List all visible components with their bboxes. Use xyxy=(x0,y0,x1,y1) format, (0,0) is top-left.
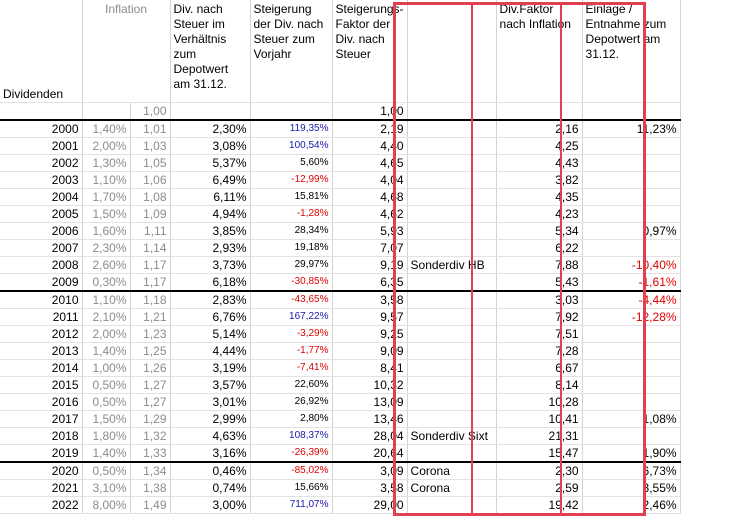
cell-inflation[interactable]: 1,00% xyxy=(82,360,130,377)
cell-inflation[interactable]: 1,50% xyxy=(82,206,130,223)
cell-blank[interactable] xyxy=(582,103,680,121)
header-einlage-label: Einlage / Entnahme zum Depotwert am 31.12. xyxy=(585,2,667,61)
cell-blank[interactable] xyxy=(82,103,130,121)
cell-inflation[interactable]: 1,70% xyxy=(82,189,130,206)
table-row xyxy=(0,377,680,394)
cell-year[interactable]: 2017 xyxy=(0,411,82,428)
cell-div-faktor[interactable]: 4,43 xyxy=(496,155,582,172)
cell-inflation-factor[interactable]: 1,01 xyxy=(130,120,170,138)
cell-year[interactable]: 2008 xyxy=(0,257,82,274)
cell-steigerung[interactable]: 108,37% xyxy=(250,428,332,445)
cell-div-steuer[interactable]: 3,00% xyxy=(170,497,250,514)
cell-div-steuer[interactable]: 4,44% xyxy=(170,343,250,360)
cell-year[interactable]: 2019 xyxy=(0,445,82,463)
cell-einlage[interactable]: -12,28% xyxy=(582,309,680,326)
table-row xyxy=(0,411,680,428)
cell-inflation[interactable]: 1,10% xyxy=(82,172,130,189)
cell-div-faktor[interactable]: 6,67 xyxy=(496,360,582,377)
cell-einlage[interactable]: -4,44% xyxy=(582,291,680,309)
table-row xyxy=(0,274,680,292)
cell-note[interactable] xyxy=(407,394,496,411)
cell-inflation[interactable]: 0,50% xyxy=(82,394,130,411)
table-row xyxy=(0,480,680,497)
cell-blank[interactable] xyxy=(0,103,82,121)
header-steig-faktor-label: Steigerungs-Faktor der Div. nach Steuer xyxy=(335,2,404,61)
cell-div-steuer[interactable]: 0,74% xyxy=(170,480,250,497)
cell-div-steuer[interactable]: 5,14% xyxy=(170,326,250,343)
cell-inflation[interactable]: 0,50% xyxy=(82,462,130,480)
cell-note[interactable] xyxy=(407,377,496,394)
cell-steig-faktor[interactable]: 6,35 xyxy=(332,274,407,292)
cell-inflation-factor[interactable]: 1,05 xyxy=(130,155,170,172)
cell-year[interactable]: 2016 xyxy=(0,394,82,411)
cell-div-steuer[interactable]: 6,76% xyxy=(170,309,250,326)
cell-inflation[interactable]: 8,00% xyxy=(82,497,130,514)
cell-note[interactable] xyxy=(407,309,496,326)
table-row xyxy=(0,445,680,463)
cell-div-steuer[interactable]: 3,73% xyxy=(170,257,250,274)
cell-inflation-factor[interactable]: 1,25 xyxy=(130,343,170,360)
cell-steig-faktor[interactable]: 3,58 xyxy=(332,480,407,497)
cell-div-steuer[interactable]: 2,30% xyxy=(170,120,250,138)
cell-steig-faktor[interactable]: 20,64 xyxy=(332,445,407,463)
header-note-blank[interactable] xyxy=(407,0,496,103)
cell-inflation[interactable]: 0,50% xyxy=(82,377,130,394)
cell-div-faktor[interactable]: 19,42 xyxy=(496,497,582,514)
cell-div-steuer[interactable]: 6,18% xyxy=(170,274,250,292)
cell-div-faktor[interactable]: 2,59 xyxy=(496,480,582,497)
cell-steig-faktor[interactable]: 7,07 xyxy=(332,240,407,257)
cell-einlage[interactable]: 3,55% xyxy=(582,480,680,497)
cell-inflation-factor[interactable]: 1,26 xyxy=(130,360,170,377)
table-row xyxy=(0,326,680,343)
cell-inflation[interactable]: 1,40% xyxy=(82,343,130,360)
cell-einlage[interactable]: 1,08% xyxy=(582,411,680,428)
cell-inflation[interactable]: 3,10% xyxy=(82,480,130,497)
cell-div-steuer[interactable]: 3,08% xyxy=(170,138,250,155)
cell-year[interactable]: 2015 xyxy=(0,377,82,394)
cell-note[interactable]: Corona xyxy=(407,462,496,480)
cell-inflation-factor[interactable]: 1,09 xyxy=(130,206,170,223)
cell-note[interactable] xyxy=(407,240,496,257)
cell-inflation[interactable]: 2,00% xyxy=(82,326,130,343)
cell-einlage[interactable]: 2,46% xyxy=(582,497,680,514)
cell-div-steuer[interactable]: 3,19% xyxy=(170,360,250,377)
cell-steig-faktor[interactable]: 2,19 xyxy=(332,120,407,138)
cell-inflation-factor[interactable]: 1,17 xyxy=(130,274,170,292)
cell-inflation-factor[interactable]: 1,03 xyxy=(130,138,170,155)
cell-note[interactable] xyxy=(407,274,496,292)
cell-div-faktor[interactable]: 15,47 xyxy=(496,445,582,463)
cell-steigerung[interactable]: -85,02% xyxy=(250,462,332,480)
cell-steig-faktor[interactable]: 8,41 xyxy=(332,360,407,377)
cell-div-steuer[interactable]: 3,16% xyxy=(170,445,250,463)
cell-steigerung[interactable]: 19,18% xyxy=(250,240,332,257)
table-row xyxy=(0,428,680,445)
cell-steig-faktor[interactable]: 9,25 xyxy=(332,326,407,343)
cell-div-steuer[interactable]: 6,11% xyxy=(170,189,250,206)
cell-year[interactable]: 2000 xyxy=(0,120,82,138)
header-einlage[interactable] xyxy=(582,0,680,103)
cell-inflation-factor[interactable]: 1,49 xyxy=(130,497,170,514)
cell-div-faktor[interactable]: 10,41 xyxy=(496,411,582,428)
cell-inflation-factor[interactable]: 1,29 xyxy=(130,411,170,428)
cell-note[interactable] xyxy=(407,411,496,428)
header-div-faktor-label: Div.Faktor nach Inflation xyxy=(499,2,571,31)
cell-inflation-factor[interactable]: 1,17 xyxy=(130,257,170,274)
cell-einlage[interactable]: 6,73% xyxy=(582,462,680,480)
cell-einlage[interactable] xyxy=(582,326,680,343)
cell-steig-faktor[interactable]: 13,46 xyxy=(332,411,407,428)
cell-steigerung[interactable]: -30,85% xyxy=(250,274,332,292)
cell-note[interactable] xyxy=(407,189,496,206)
cell-einlage[interactable]: -1,61% xyxy=(582,274,680,292)
cell-year[interactable]: 2009 xyxy=(0,274,82,292)
header-div-steuer-label: Div. nach Steuer im Verhältnis zum Depotwert am 31.12. xyxy=(173,2,229,91)
cell-inflation[interactable]: 2,60% xyxy=(82,257,130,274)
cell-steig-faktor[interactable]: 13,09 xyxy=(332,394,407,411)
cell-inflation[interactable]: 1,10% xyxy=(82,291,130,309)
cell-steigerung[interactable]: 2,80% xyxy=(250,411,332,428)
cell-div-steuer[interactable]: 4,94% xyxy=(170,206,250,223)
cell-inflation[interactable]: 0,30% xyxy=(82,274,130,292)
cell-steig-faktor[interactable]: 10,32 xyxy=(332,377,407,394)
cell-einlage[interactable] xyxy=(582,138,680,155)
cell-einlage[interactable] xyxy=(582,360,680,377)
cell-steig-faktor[interactable]: 5,93 xyxy=(332,223,407,240)
cell-div-faktor[interactable]: 4,23 xyxy=(496,206,582,223)
cell-note[interactable]: Corona xyxy=(407,480,496,497)
cell-div-faktor[interactable]: 7,51 xyxy=(496,326,582,343)
cell-blank[interactable] xyxy=(250,103,332,121)
cell-div-steuer[interactable]: 2,99% xyxy=(170,411,250,428)
table-row xyxy=(0,360,680,377)
cell-steigerung[interactable]: -1,77% xyxy=(250,343,332,360)
cell-div-faktor[interactable]: 6,22 xyxy=(496,240,582,257)
table-row xyxy=(0,223,680,240)
cell-inflation[interactable]: 1,40% xyxy=(82,120,130,138)
cell-einlage[interactable] xyxy=(582,189,680,206)
cell-inflation-factor[interactable]: 1,27 xyxy=(130,377,170,394)
table-row xyxy=(0,120,680,138)
cell-steigerung[interactable]: -7,41% xyxy=(250,360,332,377)
cell-steigerung[interactable]: 29,97% xyxy=(250,257,332,274)
cell-div-faktor[interactable]: 21,31 xyxy=(496,428,582,445)
cell-note[interactable] xyxy=(407,326,496,343)
cell-inflation-factor[interactable]: 1,11 xyxy=(130,223,170,240)
cell-note[interactable] xyxy=(407,497,496,514)
cell-year[interactable]: 2005 xyxy=(0,206,82,223)
table-row xyxy=(0,206,680,223)
cell-year[interactable]: 2022 xyxy=(0,497,82,514)
cell-inflation[interactable]: 1,80% xyxy=(82,428,130,445)
cell-div-faktor[interactable]: 7,88 xyxy=(496,257,582,274)
cell-steigerung[interactable]: -1,28% xyxy=(250,206,332,223)
cell-div-steuer[interactable]: 3,85% xyxy=(170,223,250,240)
cell-steig-faktor[interactable]: 9,09 xyxy=(332,343,407,360)
cell-steigerung[interactable]: -26,39% xyxy=(250,445,332,463)
cell-steig-faktor[interactable]: 4,40 xyxy=(332,138,407,155)
cell-div-steuer[interactable]: 2,93% xyxy=(170,240,250,257)
cell-base-steig-faktor[interactable]: 1,00 xyxy=(332,103,407,121)
header-inflation-label: Inflation xyxy=(104,2,148,16)
header-div-steuer[interactable] xyxy=(170,0,250,103)
cell-year[interactable]: 2002 xyxy=(0,155,82,172)
cell-note[interactable] xyxy=(407,120,496,138)
table-row xyxy=(0,172,680,189)
cell-div-faktor[interactable]: 5,43 xyxy=(496,274,582,292)
cell-inflation-factor[interactable]: 1,18 xyxy=(130,291,170,309)
cell-inflation-factor[interactable]: 1,23 xyxy=(130,326,170,343)
table-row xyxy=(0,462,680,480)
cell-inflation-factor[interactable]: 1,08 xyxy=(130,189,170,206)
cell-div-faktor[interactable]: 8,14 xyxy=(496,377,582,394)
cell-div-faktor[interactable]: 4,25 xyxy=(496,138,582,155)
header-steig-faktor[interactable] xyxy=(332,0,407,103)
cell-div-faktor[interactable]: 2,16 xyxy=(496,120,582,138)
cell-steig-faktor[interactable]: 3,09 xyxy=(332,462,407,480)
cell-year[interactable]: 2013 xyxy=(0,343,82,360)
base-row xyxy=(0,103,680,121)
cell-steigerung[interactable]: 22,60% xyxy=(250,377,332,394)
cell-einlage[interactable] xyxy=(582,206,680,223)
cell-einlage[interactable] xyxy=(582,240,680,257)
cell-year[interactable]: 2011 xyxy=(0,309,82,326)
cell-div-faktor[interactable]: 5,34 xyxy=(496,223,582,240)
cell-year[interactable]: 2012 xyxy=(0,326,82,343)
cell-note[interactable] xyxy=(407,223,496,240)
cell-year[interactable]: 2014 xyxy=(0,360,82,377)
cell-year[interactable]: 2018 xyxy=(0,428,82,445)
cell-note[interactable]: Sonderdiv HB xyxy=(407,257,496,274)
cell-div-faktor[interactable]: 7,28 xyxy=(496,343,582,360)
cell-div-faktor[interactable]: 2,30 xyxy=(496,462,582,480)
cell-div-faktor[interactable]: 10,28 xyxy=(496,394,582,411)
cell-inflation-factor[interactable]: 1,38 xyxy=(130,480,170,497)
header-div-faktor[interactable] xyxy=(496,0,582,103)
cell-steigerung[interactable]: 119,35% xyxy=(250,120,332,138)
cell-einlage[interactable]: 1,90% xyxy=(582,445,680,463)
cell-note[interactable] xyxy=(407,155,496,172)
cell-steigerung[interactable]: 26,92% xyxy=(250,394,332,411)
cell-steigerung[interactable]: -12,99% xyxy=(250,172,332,189)
cell-einlage[interactable] xyxy=(582,377,680,394)
cell-inflation-factor[interactable]: 1,27 xyxy=(130,394,170,411)
cell-base-factor[interactable]: 1,00 xyxy=(130,103,170,121)
cell-inflation[interactable]: 2,10% xyxy=(82,309,130,326)
cell-div-faktor[interactable]: 3,03 xyxy=(496,291,582,309)
cell-einlage[interactable] xyxy=(582,428,680,445)
cell-note[interactable] xyxy=(407,343,496,360)
header-dividenden-label: Dividenden xyxy=(3,87,64,101)
cell-year[interactable]: 2001 xyxy=(0,138,82,155)
cell-div-steuer[interactable]: 2,83% xyxy=(170,291,250,309)
cell-steigerung[interactable]: 5,60% xyxy=(250,155,332,172)
cell-inflation[interactable]: 2,00% xyxy=(82,138,130,155)
cell-steig-faktor[interactable]: 29,00 xyxy=(332,497,407,514)
cell-einlage[interactable] xyxy=(582,343,680,360)
table-row xyxy=(0,343,680,360)
cell-note[interactable] xyxy=(407,206,496,223)
cell-note[interactable]: Sonderdiv Sixt xyxy=(407,428,496,445)
table-row xyxy=(0,291,680,309)
cell-inflation-factor[interactable]: 1,14 xyxy=(130,240,170,257)
cell-einlage[interactable] xyxy=(582,172,680,189)
cell-inflation-factor[interactable]: 1,34 xyxy=(130,462,170,480)
cell-year[interactable]: 2020 xyxy=(0,462,82,480)
header-row xyxy=(0,0,680,103)
cell-steigerung[interactable]: 15,66% xyxy=(250,480,332,497)
cell-steigerung[interactable]: 100,54% xyxy=(250,138,332,155)
cell-blank[interactable] xyxy=(496,103,582,121)
cell-steig-faktor[interactable]: 4,62 xyxy=(332,206,407,223)
cell-inflation[interactable]: 2,30% xyxy=(82,240,130,257)
cell-steigerung[interactable]: 28,34% xyxy=(250,223,332,240)
cell-div-steuer[interactable]: 4,63% xyxy=(170,428,250,445)
cell-steigerung[interactable]: 15,81% xyxy=(250,189,332,206)
cell-inflation[interactable]: 1,50% xyxy=(82,411,130,428)
cell-einlage[interactable]: 11,23% xyxy=(582,120,680,138)
cell-inflation[interactable]: 1,40% xyxy=(82,445,130,463)
cell-steigerung[interactable]: 167,22% xyxy=(250,309,332,326)
cell-inflation-factor[interactable]: 1,21 xyxy=(130,309,170,326)
cell-note[interactable] xyxy=(407,138,496,155)
cell-inflation-factor[interactable]: 1,32 xyxy=(130,428,170,445)
cell-steig-faktor[interactable]: 4,04 xyxy=(332,172,407,189)
cell-year[interactable]: 2006 xyxy=(0,223,82,240)
cell-div-steuer[interactable]: 6,49% xyxy=(170,172,250,189)
table-row xyxy=(0,240,680,257)
table-row xyxy=(0,155,680,172)
cell-note[interactable] xyxy=(407,291,496,309)
cell-einlage[interactable] xyxy=(582,155,680,172)
cell-div-faktor[interactable]: 3,82 xyxy=(496,172,582,189)
cell-steigerung[interactable]: -3,29% xyxy=(250,326,332,343)
cell-steig-faktor[interactable]: 3,58 xyxy=(332,291,407,309)
header-steigerung-label: Steigerung der Div. nach Steuer zum Vorjahr xyxy=(253,2,324,61)
cell-steigerung[interactable]: -43,65% xyxy=(250,291,332,309)
cell-inflation-factor[interactable]: 1,33 xyxy=(130,445,170,463)
cell-steig-faktor[interactable]: 9,19 xyxy=(332,257,407,274)
cell-blank[interactable] xyxy=(407,103,496,121)
cell-div-steuer[interactable]: 3,57% xyxy=(170,377,250,394)
cell-inflation-factor[interactable]: 1,06 xyxy=(130,172,170,189)
cell-note[interactable] xyxy=(407,172,496,189)
cell-einlage[interactable]: -10,40% xyxy=(582,257,680,274)
cell-note[interactable] xyxy=(407,360,496,377)
cell-inflation[interactable]: 1,30% xyxy=(82,155,130,172)
table-row xyxy=(0,138,680,155)
cell-einlage[interactable]: 0,97% xyxy=(582,223,680,240)
header-steigerung[interactable] xyxy=(250,0,332,103)
cell-div-steuer[interactable]: 3,01% xyxy=(170,394,250,411)
cell-steig-faktor[interactable]: 9,57 xyxy=(332,309,407,326)
cell-div-faktor[interactable]: 4,35 xyxy=(496,189,582,206)
table-row xyxy=(0,497,680,514)
table-row xyxy=(0,257,680,274)
cell-year[interactable]: 2004 xyxy=(0,189,82,206)
table-row xyxy=(0,189,680,206)
cell-year[interactable]: 2003 xyxy=(0,172,82,189)
cell-blank[interactable] xyxy=(170,103,250,121)
header-dividenden[interactable] xyxy=(0,0,82,103)
cell-steig-faktor[interactable]: 4,68 xyxy=(332,189,407,206)
cell-year[interactable]: 2021 xyxy=(0,480,82,497)
cell-div-steuer[interactable]: 0,46% xyxy=(170,462,250,480)
table-row xyxy=(0,309,680,326)
cell-steig-faktor[interactable]: 4,65 xyxy=(332,155,407,172)
cell-year[interactable]: 2010 xyxy=(0,291,82,309)
cell-steigerung[interactable]: 711,07% xyxy=(250,497,332,514)
cell-note[interactable] xyxy=(407,445,496,463)
cell-year[interactable]: 2007 xyxy=(0,240,82,257)
cell-steig-faktor[interactable]: 28,04 xyxy=(332,428,407,445)
cell-div-steuer[interactable]: 5,37% xyxy=(170,155,250,172)
header-inflation[interactable] xyxy=(82,0,170,103)
table-row xyxy=(0,394,680,411)
cell-div-faktor[interactable]: 7,92 xyxy=(496,309,582,326)
cell-einlage[interactable] xyxy=(582,394,680,411)
cell-inflation[interactable]: 1,60% xyxy=(82,223,130,240)
